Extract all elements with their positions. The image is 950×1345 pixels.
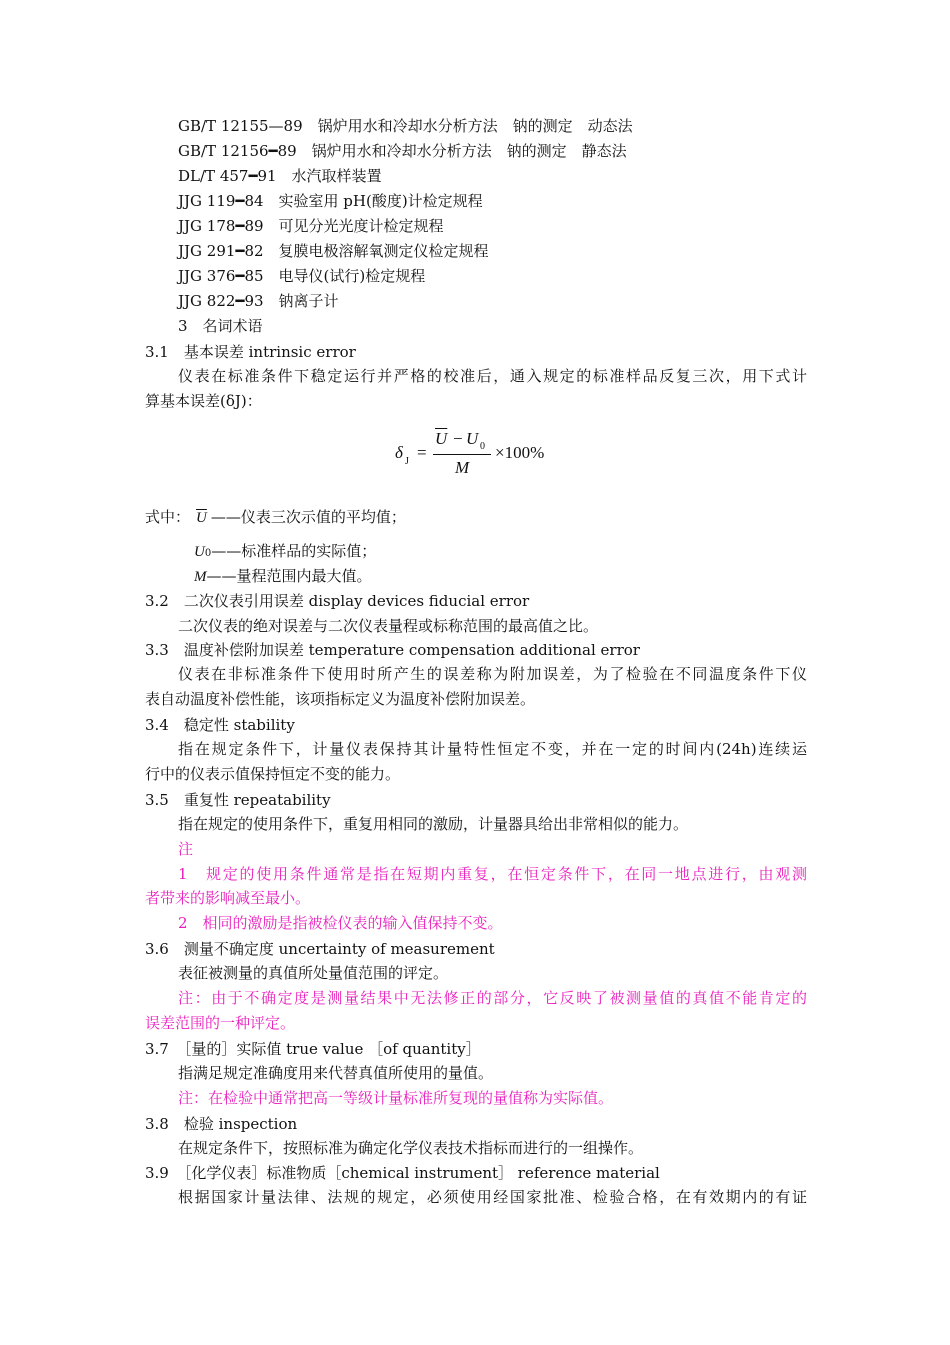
note-text: 注：由于不确定度是测量结果中无法修正的部分，它反映了被测量值的真值不能肯定的 bbox=[178, 989, 807, 1007]
ref-item: JJG 119━84 实验室用 pH(酸度)计检定规程 bbox=[178, 192, 483, 210]
formula-minus: − bbox=[453, 429, 463, 448]
term-body: 在规定条件下，按照标准为确定化学仪表技术指标而进行的一组操作。 bbox=[178, 1139, 644, 1157]
term-body: 指在规定的使用条件下，重复用相同的激励，计量器具给出非常相似的能力。 bbox=[178, 815, 689, 833]
term-heading: 3.4 稳定性 stability bbox=[145, 716, 295, 734]
term-body: 仪表在标准条件下稳定运行并严格的校准后，通入规定的标准样品反复三次，用下式计 bbox=[178, 367, 807, 385]
ref-item: GB/T 12155—89 锅炉用水和冷却水分析方法 钠的测定 动态法 bbox=[178, 117, 633, 135]
term-heading: 3.1 基本误差 intrinsic error bbox=[145, 343, 356, 361]
term-body: 表征被测量的真值所处量值范围的评定。 bbox=[178, 964, 449, 982]
term-body: 二次仪表的绝对误差与二次仪表量程或标称范围的最高值之比。 bbox=[178, 617, 599, 635]
note-text: 2 相同的激励是指被检仪表的输入值保持不变。 bbox=[178, 914, 503, 932]
def-m-symbol: M bbox=[194, 569, 207, 585]
term-body: 仪表在非标准条件下使用时所产生的误差称为附加误差，为了检验在不同温度条件下仪 bbox=[178, 665, 807, 683]
formula-num-u0: U bbox=[466, 429, 479, 448]
note-text: 误差范围的一种评定。 bbox=[145, 1014, 296, 1032]
term-body: 指在规定条件下，计量仪表保持其计量特性恒定不变，并在一定的时间内(24h)连续运 bbox=[178, 740, 807, 758]
def-u0-symbol: U bbox=[194, 544, 205, 560]
term-heading: 3.9 ［化学仪表］标准物质［chemical instrument］ reference material bbox=[145, 1164, 660, 1182]
term-body: 根据国家计量法律、法规的规定，必须使用经国家批准、检验合格，在有效期内的有证 bbox=[178, 1188, 807, 1206]
ref-item: GB/T 12156━89 锅炉用水和冷却水分析方法 钠的测定 静态法 bbox=[178, 142, 627, 160]
note-label: 注 bbox=[178, 840, 194, 858]
term-heading: 3.3 温度补偿附加误差 temperature compensation additional error bbox=[145, 641, 640, 659]
ref-item: JJG 291━82 复膜电极溶解氧测定仪检定规程 bbox=[178, 242, 489, 260]
formula-equals: = bbox=[417, 443, 427, 462]
term-heading: 3.7 ［量的］实际值 true value ［of quantity］ bbox=[145, 1040, 481, 1058]
term-heading: 3.5 重复性 repeatability bbox=[145, 791, 331, 809]
note-text: 注：在检验中通常把高一等级计量标准所复现的量值称为实际值。 bbox=[178, 1089, 614, 1107]
term-heading: 3.6 测量不确定度 uncertainty of measurement bbox=[145, 940, 495, 958]
ref-item: JJG 376━85 电导仪(试行)检定规程 bbox=[178, 267, 426, 285]
where-symbol: $\overline{U}$ bbox=[196, 510, 207, 526]
formula-times: ×100% bbox=[495, 443, 545, 462]
term-body: 行中的仪表示值保持恒定不变的能力。 bbox=[145, 765, 401, 783]
ref-item: JJG 822━93 钠离子计 bbox=[178, 292, 339, 310]
fraction-line bbox=[433, 454, 491, 455]
formula-denominator: M bbox=[455, 458, 470, 477]
where-line bbox=[145, 505, 406, 531]
ref-item: JJG 178━89 可见分光光度计检定规程 bbox=[178, 217, 444, 235]
where-label: 式中： bbox=[145, 508, 191, 526]
term-heading: 3.2 二次仪表引用误差 display devices fiducial error bbox=[145, 592, 530, 610]
term-body: 指满足规定准确度用来代替真值所使用的量值。 bbox=[178, 1064, 494, 1082]
term-body: 算基本误差(δJ)： bbox=[145, 392, 262, 410]
error-formula bbox=[395, 424, 565, 484]
formula-num-ubar: $\overline{U}$ bbox=[435, 429, 448, 448]
def-u0-sub: 0 bbox=[204, 548, 212, 559]
note-text: 者带来的影响减至最小。 bbox=[145, 889, 311, 907]
term-heading: 3.8 检验 inspection bbox=[145, 1115, 298, 1133]
formula-lhs-sub: J bbox=[405, 456, 409, 467]
where-desc: ——仪表三次示值的平均值； bbox=[210, 508, 406, 526]
def-u0 bbox=[194, 539, 376, 566]
formula-lhs: δ bbox=[395, 443, 403, 462]
term-body: 表自动温度补偿性能，该项指标定义为温度补偿附加误差。 bbox=[145, 690, 536, 708]
def-m bbox=[194, 564, 372, 590]
def-m-desc: ——量程范围内最大值。 bbox=[206, 567, 372, 585]
def-u0-desc: ——标准样品的实际值； bbox=[211, 542, 377, 560]
section-title: 3 名词术语 bbox=[178, 317, 263, 335]
note-text: 1 规定的使用条件通常是指在短期内重复，在恒定条件下，在同一地点进行，由观测 bbox=[178, 865, 807, 883]
formula-num-u0-sub: 0 bbox=[480, 441, 485, 452]
ref-item: DL/T 457━91 水汽取样装置 bbox=[178, 167, 382, 185]
